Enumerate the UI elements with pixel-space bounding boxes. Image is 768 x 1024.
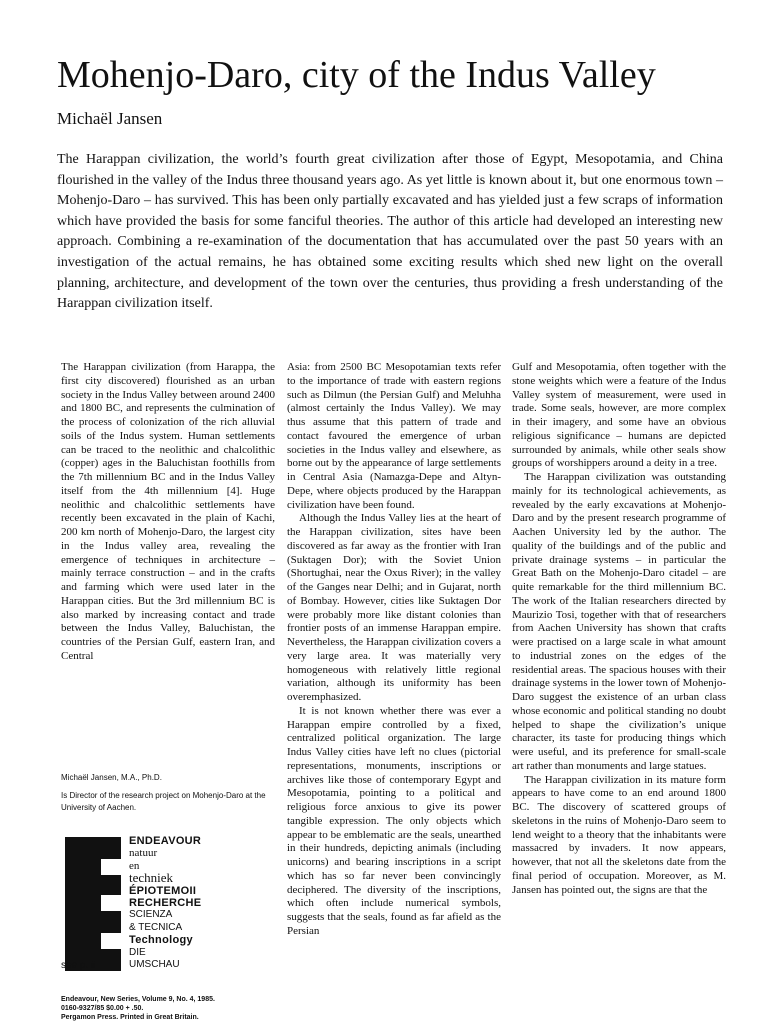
- journal-logo: [61, 833, 221, 977]
- affiliation-role: Is Director of the research project on Mohenjo-Daro at the University of Aachen.: [61, 791, 266, 812]
- article-title: Mohenjo-Daro, city of the Indus Valley: [57, 54, 656, 96]
- paragraph: Although the Indus Valley lies at the heart of the Harappan civilization, sites have been discovered as far away as the frontier with Iran (Suktagen Dor); with the Soviet Union (Shortughai, near the Oxus River); in the valley of the Ganges near Delhi; and in Gujarat, north of Bombay. However, cities like Suktagen Dor were probably more like distant colonies than frontier posts of an immense Harappan empire. Nevertheless, the Harappan civilization covers a very large area. It was materially very homogeneous with relatively little regional variation, although its uniformity has been overemphasized.: [287, 512, 501, 703]
- author-name: Michaël Jansen: [57, 109, 163, 128]
- footer-line: 0160-9327/85 $0.00 + .50.: [61, 1005, 144, 1012]
- body-column-3: [512, 361, 726, 897]
- abstract: The Harappan civilization, the world’s fourth great civilization after those of Egypt, Mesopotamia, and China flourished in the valley of the Indus three thousand years ago. As yet little is known about it, but one enormous town – Mohenjo-Daro – has survived. This has been only partially excavated and has yielded just a few scraps of information which have provided the basis for some fanciful theories. The author of this article had developed an interesting new approach. Combining a re-examination of the documentation that has accumulated over the past 50 years with an investigation of the actual remains, he has obtained some exciting results which shed new light on the overall planning, architecture, and development of the town over the centuries, thus providing a fresh understanding of the Harappan civilization itself.: [57, 152, 723, 312]
- affiliation-name: Michaël Jansen, M.A., Ph.D.: [61, 773, 162, 782]
- paragraph: The Harappan civilization (from Harappa, the first city discovered) flourished as an urban society in the Indus Valley between around 2400 and 1800 BC, and represents the culmination of the process of colonization of the rich alluvial soils of the Indus system. Human settlements can be traced to the neolithic and chalcolithic (copper) ages in the Baluchistan foothills from the 7th millennium BC and in the Indus Valley itself from the 4th millennium [4]. Huge neolithic and chalcolithic settlements have recently been excavated in the plain of Kachi, 200 km north of Mohenjo-Daro, the largest city in the Indus valley area, revealing the emergence of techniques in architecture – mainly terrace construction – and in the crafts and farming which were used later in the Harappan cities. But the 3rd millennium BC is also marked by increasing contact and trade between the Indus Valley, Baluchistan, the countries of the Persian Gulf, eastern Iran, and Central: [61, 361, 275, 662]
- footer-line: Endeavour, New Series, Volume 9, No. 4, 1985.: [61, 996, 215, 1003]
- paragraph: It is not known whether there was ever a Harappan empire controlled by a fixed, centralized political organization. The large Indus Valley cities have left no clues (pictorial representations, monuments, inscriptions or archives like those of contemporary Egypt and Mesopotamia, pointing to a political and religious force anxious to give its power tangible expression. The only objects which appear to be emblematic are the seals, unearthed in their hundreds, depicting animals (including unicorns) and bearing inscriptions in a script which has so far never been convincingly deciphered. The diversity of the inscriptions, which often include numerical symbols, suggests that the seals, found as far afield as the Persian: [287, 704, 501, 937]
- paragraph: Gulf and Mesopotamia, often together with the stone weights which were a feature of the Indus Valley system of measurement, were used in trade. Some seals, however, are more complex in their imagery, and some have an obvious religious significance – humans are depicted surrounded by animals, while other seals show groups of worshippers around a deity in a tree.: [512, 361, 726, 470]
- paragraph: Asia: from 2500 BC Mesopotamian texts refer to the importance of trade with eastern regions such as Dilmun (the Persian Gulf) and Meluhha (almost certainly the Indus Valley). We may thus assume that this pattern of trade and contact favoured the emergence of urban societies in the Indus valley and elsewhere, as borne out by the appearance of large settlements in Central Asia (Namazga-Depe and Altyn-Depe, where objects produced by the Harappan civilization have been found.: [287, 361, 501, 511]
- body-column-2: [287, 361, 501, 939]
- journal-footer: [61, 995, 291, 1022]
- logo-wordmark: ENDEAVOUR natuur en techniek ÉPIOTEMOII RECHERCHE SCIENZA & TECNICA Technology DIE UMSCHAU: [129, 835, 202, 971]
- author-affiliation: [61, 772, 281, 814]
- paragraph: The Harappan civilization in its mature form appears to have come to an end around 1800 BC. The discovery of scattered groups of skeletons in the ruins of Mohenjo-Daro seem to lend weight to a theory that the inhabitants were massacred by invaders. It now appears, however, that not all the skeletons date from the final period of occupation. Moreover, as M. Jansen has pointed out, the signs are that the: [512, 773, 726, 896]
- footer-line: Pergamon Press. Printed in Great Britain.: [61, 1014, 199, 1021]
- logo-mark: [65, 837, 121, 971]
- paragraph: The Harappan civilization was outstanding mainly for its technological achievements, as revealed by the early excavations at Mohenjo-Daro and by the present research programme of Aachen University led by the author. The quality of the buildings and of the public and private drainage systems – in particular the Great Bath on the Mohenjo-Daro citadel – are quite remarkable for the third millennium BC. The work of the Italian researchers directed by Maurizio Tosi, together with that of researchers from Aachen University has shown that crafts were practised on a large scale in what amount to industrial zones on the edges of the residential areas. The spacious houses with their drainage systems in the lower town of Mohenjo-Daro suggest the existence of an urban class whose economic and political standing no doubt helped to shape the civilization’s unique character, its taste for producing things which were useful, and its preference for small-scale art rather than monuments and large statues.: [512, 471, 726, 772]
- body-column-1: [61, 361, 275, 664]
- see-page-note: see p. ii: [61, 960, 96, 971]
